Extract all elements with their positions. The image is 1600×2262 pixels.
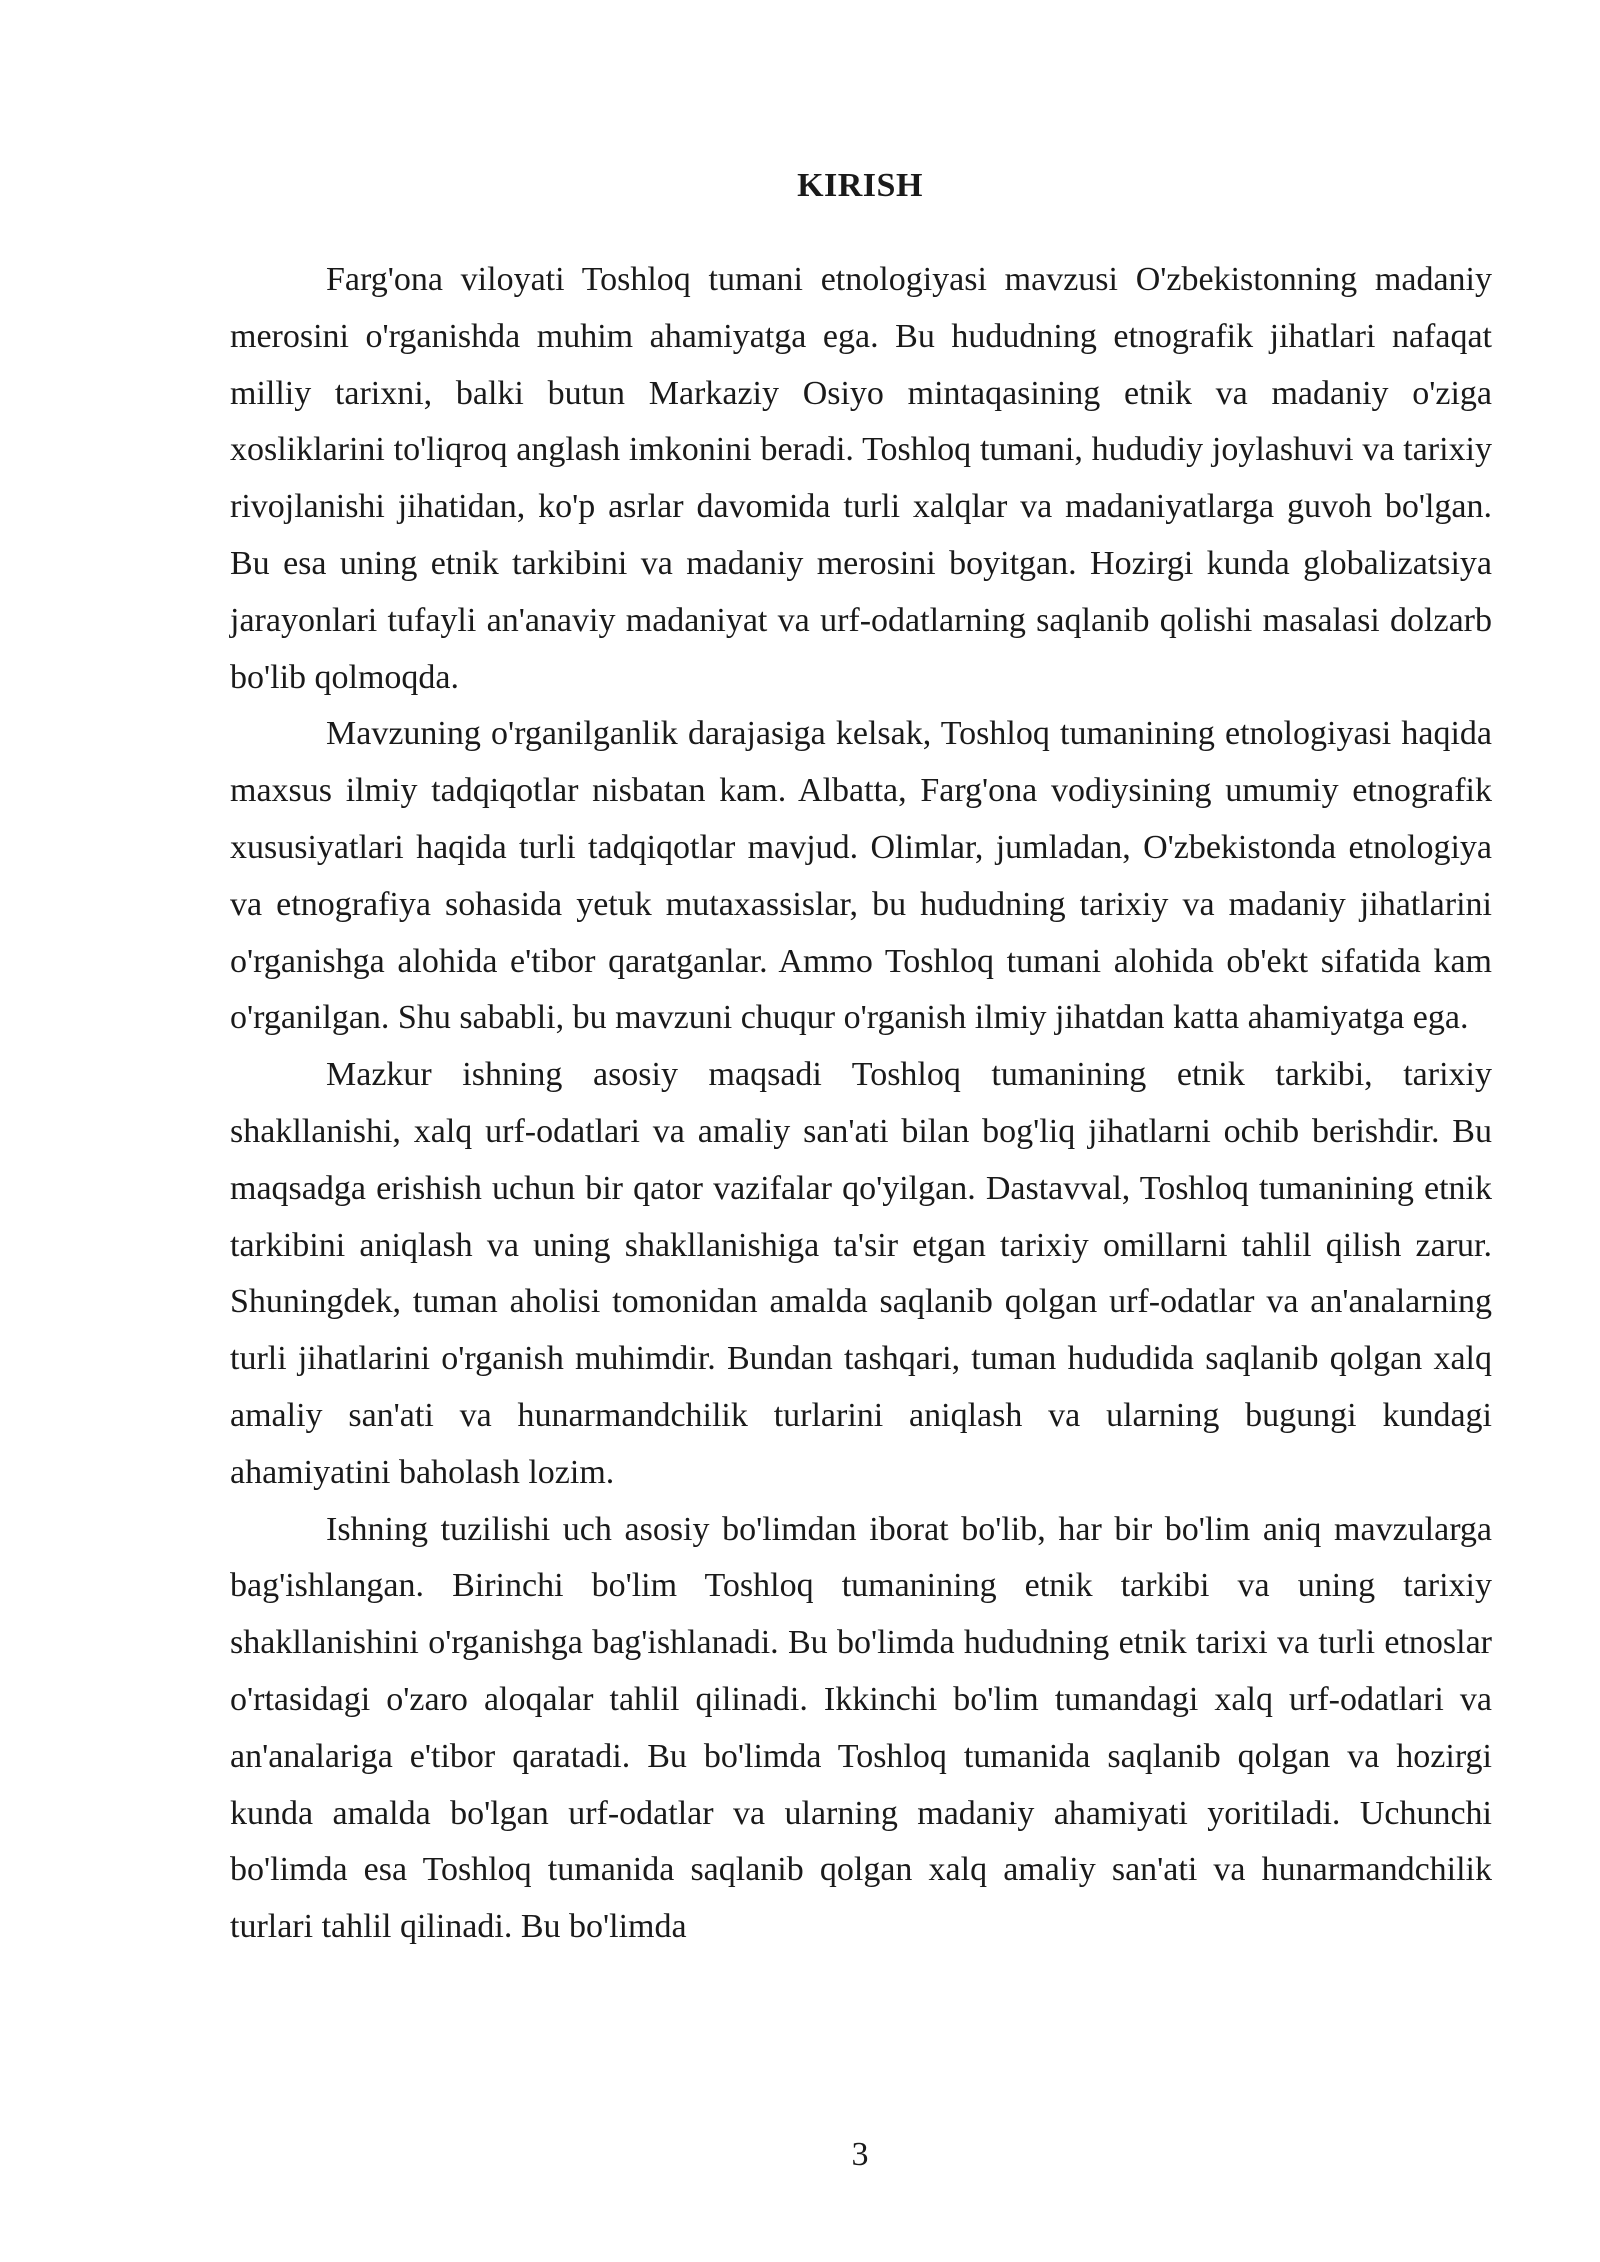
page-number: 3 <box>851 2136 869 2173</box>
paragraph-3: Mazkur ishning asosiy maqsadi Toshloq tumanining etnik tarkibi, tarixiy shakllanishi, xalq urf-odatlari va amaliy san'ati bilan bog'liq jihatlarni ochib berishdir. Bu maqsadga erishish uchun bir qator vazifalar qo'yilgan. Dastavval, Toshloq tumanining etnik tarkibini aniqlash va uning shakllanishiga ta'sir etgan tarixiy omillarni tahlil qilish zarur. Shuningdek, tuman aholisi tomonidan amalda saqlanib qolgan urf-odatlar va an'analarning turli jihatlarini o'rganish muhimdir. Bundan tashqari, tuman hududida saqlanib qolgan xalq amaliy san'ati va hunarmandchilik turlarini aniqlash va ularning bugungi kundagi ahamiyatini baholash lozim. <box>230 1056 1492 1491</box>
body-text <box>230 252 1492 1956</box>
section-heading: KIRISH <box>797 167 923 204</box>
paragraph-2: Mavzuning o'rganilganlik darajasiga kelsak, Toshloq tumanining etnologiyasi haqida maxsus ilmiy tadqiqotlar nisbatan kam. Albatta, Farg'ona vodiysining umumiy etnografik xususiyatlari haqida turli tadqiqotlar mavjud. Olimlar, jumladan, O'zbekistonda etnologiya va etnografiya sohasida yetuk mutaxassislar, bu hududning tarixiy va madaniy jihatlarini o'rganishga alohida e'tibor qaratganlar. Ammo Toshloq tumani alohida ob'ekt sifatida kam o'rganilgan. Shu sababli, bu mavzuni chuqur o'rganish ilmiy jihatdan katta ahamiyatga ega. <box>230 715 1492 1037</box>
paragraph-4: Ishning tuzilishi uch asosiy bo'limdan iborat bo'lib, har bir bo'lim aniq mavzularga bag'ishlangan. Birinchi bo'lim Toshloq tumanining etnik tarkibi va uning tarixiy shakllanishini o'rganishga bag'ishlanadi. Bu bo'limda hududning etnik tarixi va turli etnoslar o'rtasidagi o'zaro aloqalar tahlil qilinadi. Ikkinchi bo'lim tumandagi xalq urf-odatlari va an'analariga e'tibor qaratadi. Bu bo'limda Toshloq tumanida saqlanib qolgan va hozirgi kunda amalda bo'lgan urf-odatlar va ularning madaniy ahamiyati yoritiladi. Uchunchi bo'limda esa Toshloq tumanida saqlanib qolgan xalq amaliy san'ati va hunarmandchilik turlari tahlil qilinadi. Bu bo'limda <box>230 1510 1492 1946</box>
paragraph-1: Farg'ona viloyati Toshloq tumani etnologiyasi mavzusi O'zbekistonning madaniy merosini o'rganishda muhim ahamiyatga ega. Bu hududning etnografik jihatlari nafaqat milliy tarixni, balki butun Markaziy Osiyo mintaqasining etnik va madaniy o'ziga xosliklarini to'liqroq anglash imkonini beradi. Toshloq tumani, hududiy joylashuvi va tarixiy rivojlanishi jihatidan, ko'p asrlar davomida turli xalqlar va madaniyatlarga guvoh bo'lgan. Bu esa uning etnik tarkibini va madaniy merosini boyitgan. Hozirgi kunda globalizatsiya jarayonlari tufayli an'anaviy madaniyat va urf-odatlarning saqlanib qolishi masalasi dolzarb bo'lib qolmoqda. <box>230 261 1492 696</box>
